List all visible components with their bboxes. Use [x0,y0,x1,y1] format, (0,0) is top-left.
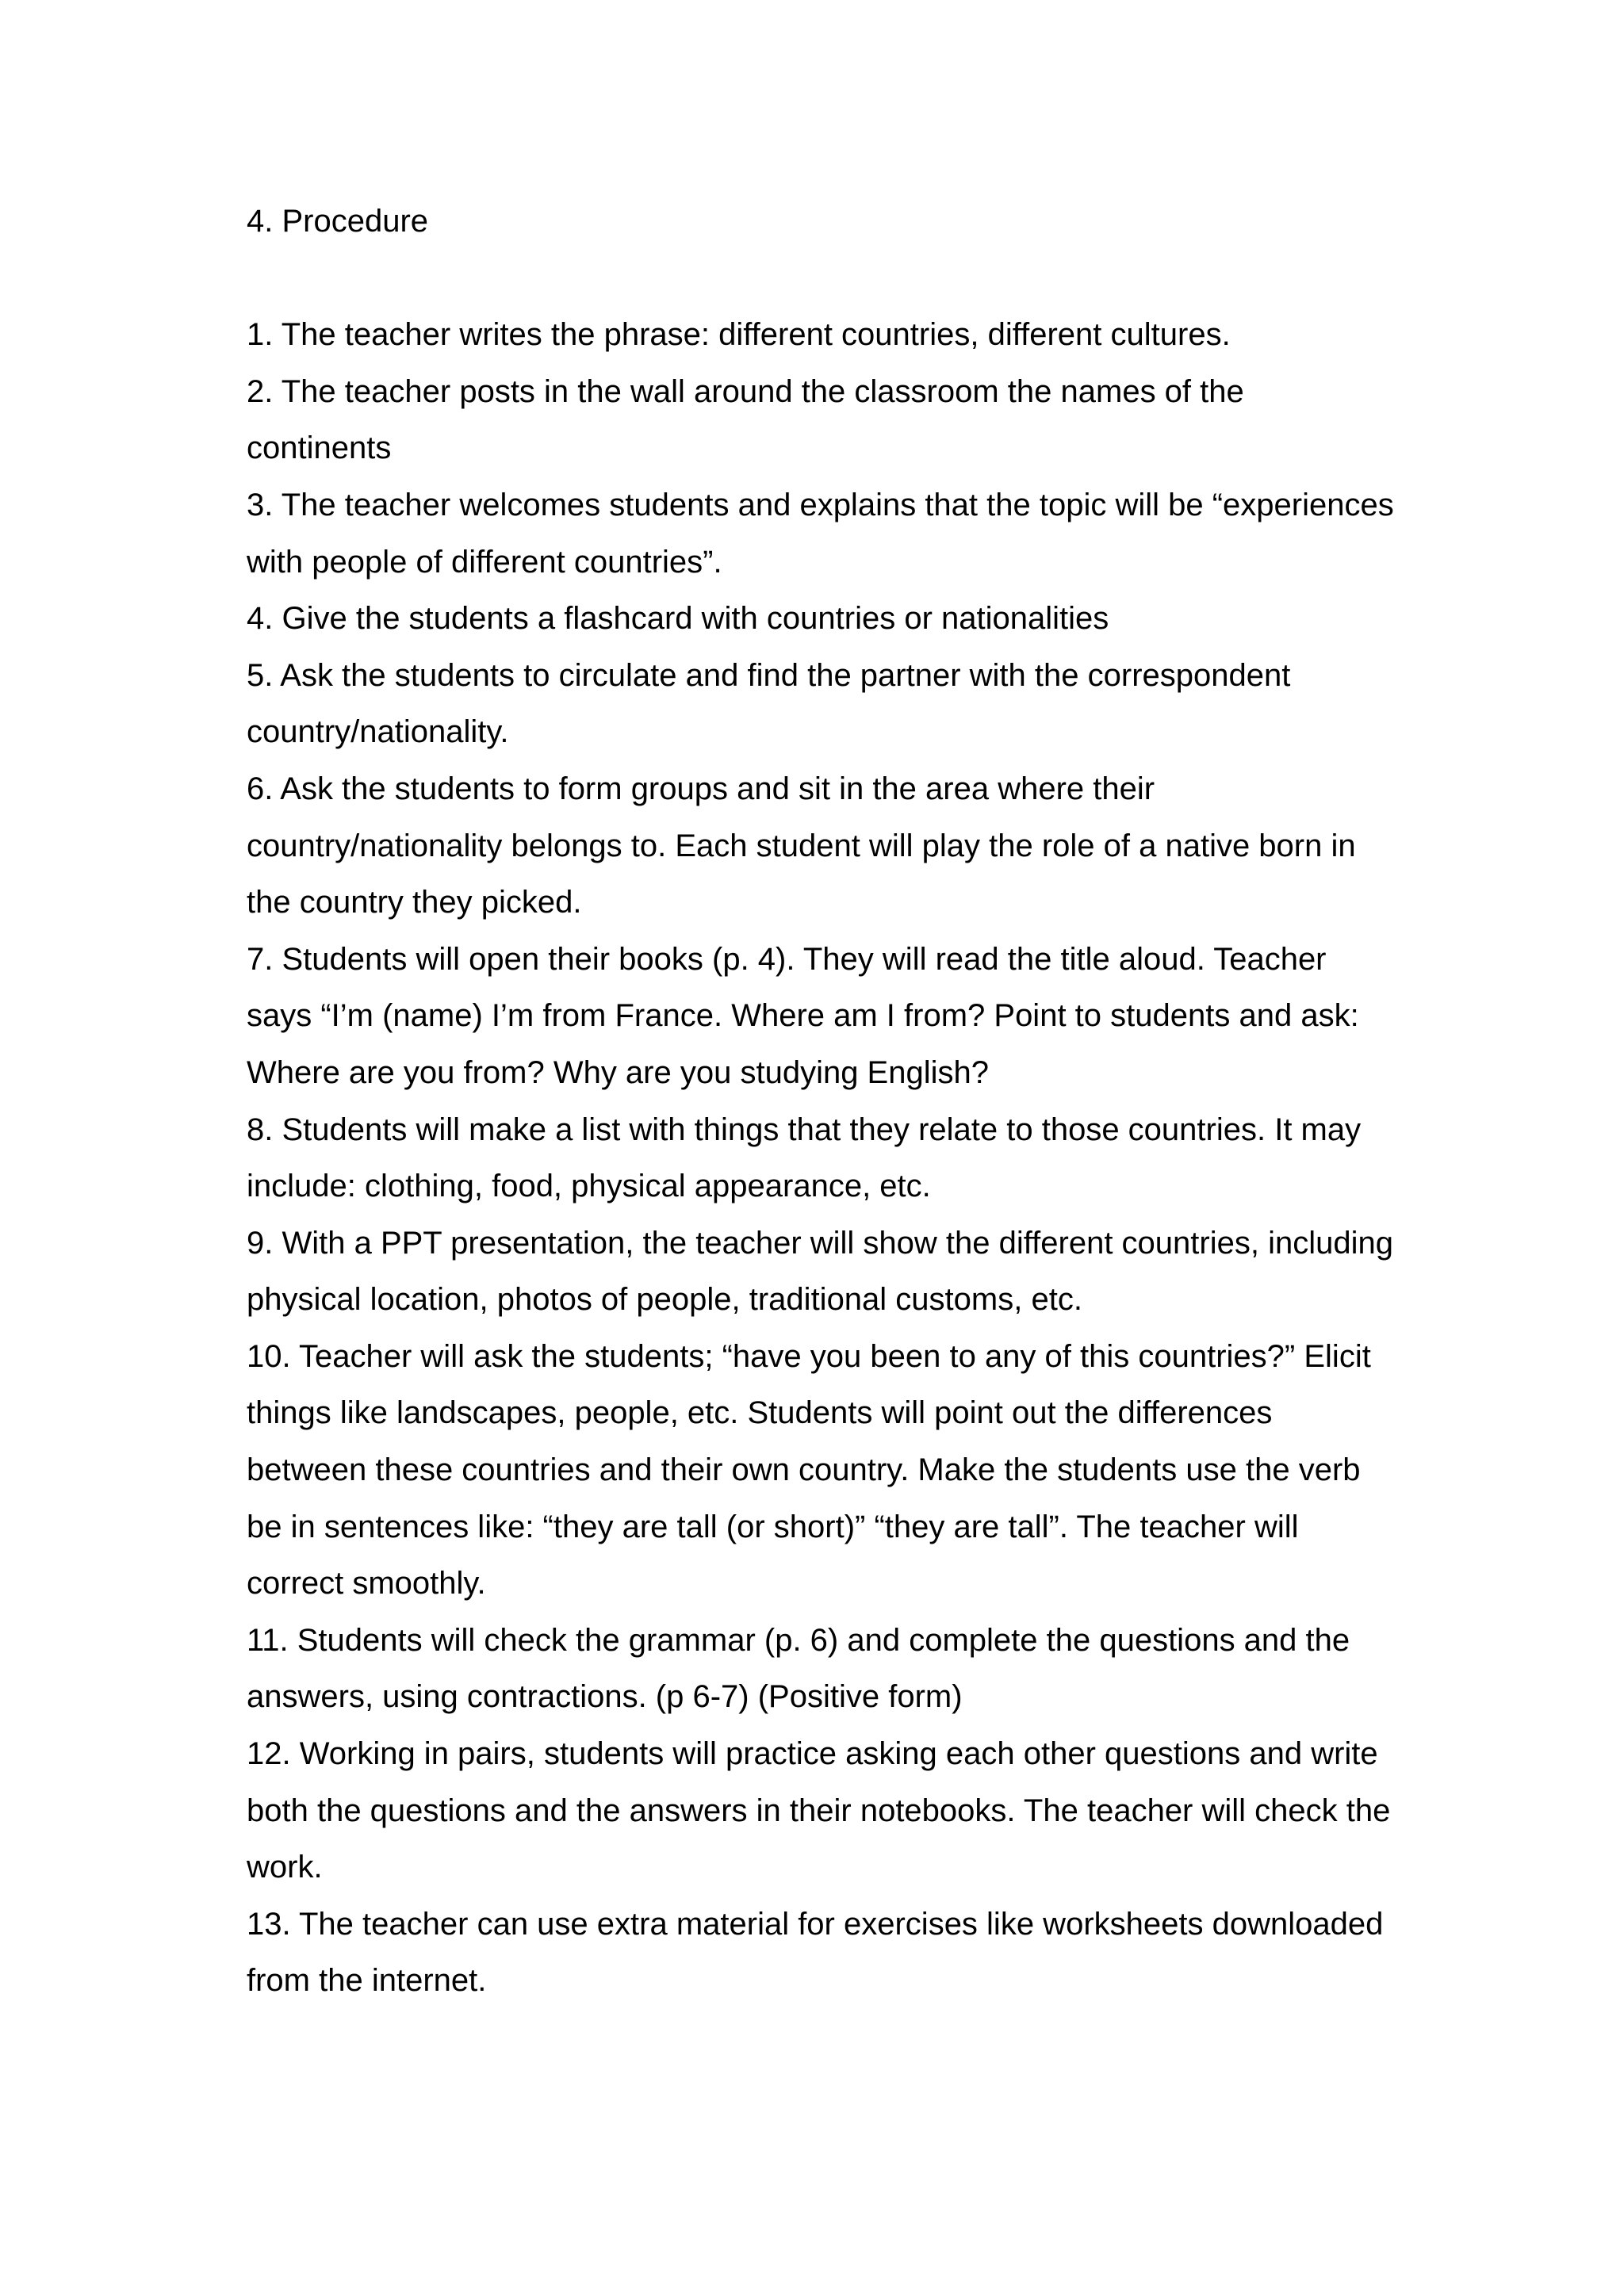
procedure-step-8: 8. Students will make a list with things that they relate to those countries. It may include: clothing, food, physical appearance, etc. [247,1112,1362,1204]
procedure-steps [247,307,1396,2010]
procedure-step-1: 1. The teacher writes the phrase: different countries, different cultures. [247,317,1231,353]
procedure-step-12: 12. Working in pairs, students will practice asking each other questions and write both the questions and the answers in their notebooks. The teacher will check the work. [247,1736,1391,1885]
section-heading: 4. Procedure [247,204,429,239]
procedure-step-10: 10. Teacher will ask the students; “have you been to any of this countries?” Elicit things like landscapes, people, etc. Students will point out the differences between these countries and their own country. Make the students use the verb be in sentences like: “they are tall (or short)” “they are tall”. The teacher will correct smoothly. [247,1338,1371,1601]
procedure-step-4: 4. Give the students a flashcard with countries or nationalities [247,601,1109,637]
procedure-step-9: 9. With a PPT presentation, the teacher will show the different countries, including physical location, photos of people, traditional customs, etc. [247,1225,1393,1318]
procedure-step-11: 11. Students will check the grammar (p. 6) and complete the questions and the answers, using contractions. (p 6-7) (Positive form) [247,1622,1350,1715]
procedure-step-6: 6. Ask the students to form groups and sit in the area where their country/nationality belongs to. Each student will play the role of a native born in the country they picked. [247,771,1356,920]
procedure-step-5: 5. Ask the students to circulate and find the partner with the correspondent country/nationality. [247,657,1291,750]
procedure-step-3: 3. The teacher welcomes students and explains that the topic will be “experiences with people of different countries”. [247,487,1394,580]
procedure-step-7: 7. Students will open their books (p. 4). They will read the title aloud. Teacher says “I’m (name) I’m from France. Where am I from? Point to students and ask: Where are you from? Why are you studying English? [247,941,1359,1090]
document-body [247,193,1396,2010]
blank-line [247,251,1396,308]
procedure-step-13: 13. The teacher can use extra material for exercises like worksheets downloaded from the internet. [247,1906,1384,1999]
procedure-step-2: 2. The teacher posts in the wall around the classroom the names of the continents [247,373,1244,466]
